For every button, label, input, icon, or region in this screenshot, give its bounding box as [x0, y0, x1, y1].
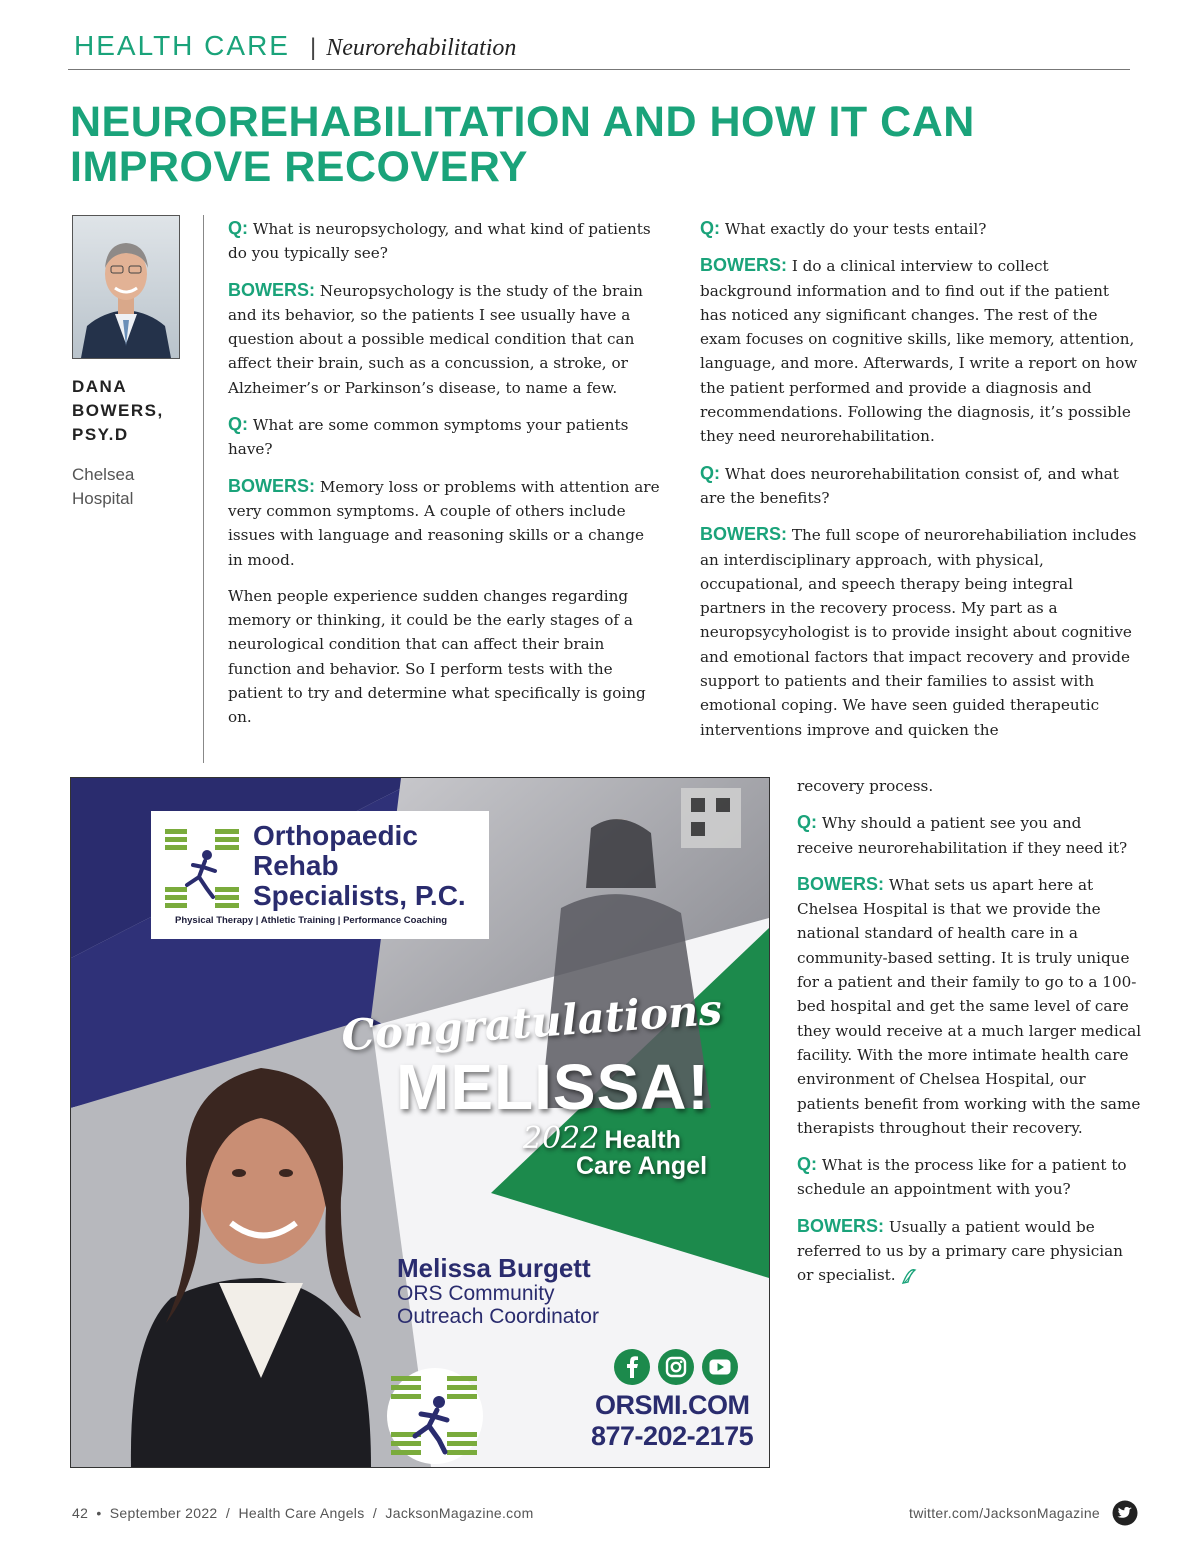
paragraph-text: What are some common symptoms your patients have? [228, 416, 629, 459]
twitter-icon[interactable] [1112, 1500, 1138, 1526]
paragraph-text: What exactly do your tests entail? [724, 220, 987, 238]
author-name: DANA BOWERS, PSY.D [72, 377, 164, 444]
youtube-icon[interactable] [701, 1348, 739, 1386]
ad-award [523, 1121, 681, 1156]
question-lead: Q: [228, 414, 248, 435]
article-title: NEUROREHABILITATION AND HOW IT CAN IMPROVE RECOVERY [70, 98, 975, 191]
paragraph [797, 872, 1142, 1140]
section-separator: | [309, 34, 317, 61]
article-column-1 [228, 216, 660, 742]
paragraph-text: When people experience sudden changes regarding memory or thinking, it could be the early stages of a neurological condition that can affect their brain function and behavior. So I perform tests with the patient to try and determine what specifically is going on. [228, 586, 646, 727]
paragraph [797, 1214, 1142, 1288]
paragraph [700, 461, 1140, 511]
answer-lead: BOWERS: [797, 873, 884, 894]
author-portrait [72, 215, 180, 359]
paragraph [228, 474, 660, 572]
paragraph [797, 810, 1142, 860]
instagram-icon[interactable] [657, 1348, 695, 1386]
advertisement [70, 777, 770, 1468]
question-lead: Q: [700, 218, 720, 238]
answer-lead: BOWERS: [228, 279, 315, 300]
page-footer-left [72, 1505, 534, 1521]
column-divider [203, 215, 204, 763]
answer-lead: BOWERS: [797, 1215, 884, 1236]
logo-tagline: Physical Therapy | Athletic Training | Performance Coaching [175, 915, 448, 926]
paragraph-text: The full scope of neurorehabiliation includes an interdisciplinary approach, with physical, occupational, and speech therapy being integral partners in the recovery process. My part as a neuropsycyhologist is to provide insight about cognitive and emotional factors that impact recovery and provide support to patients and their families to assist with emotional coping. We have seen guided therapeutic interventions improve and quicken the [700, 526, 1137, 739]
logo-line: Rehab [253, 850, 339, 881]
ad-award-line1: Health [604, 1126, 681, 1154]
question-lead: Q: [228, 218, 248, 238]
paragraph-continuation [797, 774, 1142, 798]
ad-congratulations: Congratulations [339, 984, 724, 1061]
paragraph-text: What is neuropsychology, and what kind of patients do you typically see? [228, 220, 651, 263]
article-column-2 [700, 216, 1140, 754]
answer-lead: BOWERS: [700, 524, 787, 545]
paragraph-text: Usually a patient would be referred to us by a primary care physician or specialist. [797, 1217, 1123, 1285]
paragraph [228, 584, 660, 730]
ad-person-role: Outreach Coordinator [397, 1305, 599, 1328]
footer-dot: • [96, 1505, 102, 1521]
logo-line: Specialists, P.C. [253, 880, 466, 911]
facebook-icon[interactable] [613, 1348, 651, 1386]
question-lead: Q: [797, 1154, 817, 1175]
ad-person-role: ORS Community [397, 1282, 555, 1305]
answer-lead: BOWERS: [228, 475, 315, 496]
section-subtitle: Neurorehabilitation [326, 35, 517, 61]
paragraph-text: Memory loss or problems with attention are very common symptoms. A couple of others include issues with language and reasoning skills or a change in mood. [228, 477, 660, 569]
paragraph [700, 522, 1140, 742]
article-column-3 [797, 774, 1142, 1300]
paragraph-text: What is the process like for a patient to schedule an appointment with you? [797, 1156, 1127, 1199]
page-footer-right[interactable]: twitter.com/JacksonMagazine [909, 1505, 1100, 1521]
paragraph-text: What sets us apart here at Chelsea Hospital is that we provide the national standard of health care in a community-based setting. It is truly unique for a patient and their family to go to a 100-bed hospital and get the same level of care they would receive at a much larger medical facility. With the more intimate health care environment of Chelsea Hospital, our patients benefit from working with the same therapists throughout their recovery. [797, 875, 1142, 1137]
ad-website[interactable]: ORSMI.COM [595, 1390, 750, 1420]
question-lead: Q: [700, 462, 720, 483]
section-label: HEALTH CARE [74, 30, 290, 61]
ad-award-line2: Care Angel [576, 1152, 708, 1180]
social-icons [613, 1348, 739, 1386]
paragraph [228, 278, 660, 400]
paragraph-text: recovery process. [797, 777, 934, 795]
ad-footer-logo-icon [385, 1366, 485, 1466]
paragraph [797, 1152, 1142, 1202]
paragraph-text: I do a clinical interview to collect background information and to find out if the patient has noticed any significant changes. The rest of the exam focuses on cognitive skills, like memory, attention, language, and more. Afterwards, I write a report on how the patient performed and provide a diagnosis and recommendations. Following the diagnosis, it’s possible they need neurorehabilitation. [700, 257, 1138, 446]
answer-lead: BOWERS: [700, 255, 787, 276]
paragraph [700, 216, 1140, 241]
author-organization: Chelsea Hospital [72, 465, 135, 508]
ad-person-name: Melissa Burgett [397, 1253, 591, 1283]
paragraph [228, 412, 660, 462]
logo-line: Orthopaedic [253, 820, 418, 851]
header-divider [68, 69, 1130, 70]
question-lead: Q: [797, 812, 817, 833]
paragraph-text: What does neurorehabilitation consist of, and what are the benefits? [700, 464, 1119, 507]
page-number: 42 [72, 1505, 89, 1521]
ad-name-big: MELISSA! [396, 1051, 710, 1123]
section-header [74, 30, 516, 62]
paragraph [700, 253, 1140, 448]
end-mark-icon [900, 1266, 918, 1286]
footer-text: September 2022 / Health Care Angels / JacksonMagazine.com [109, 1505, 534, 1521]
paragraph-text: Why should a patient see you and receive neurorehabilitation if they need it? [797, 814, 1128, 857]
ad-logo-box [151, 811, 489, 939]
ad-year: 2022 [523, 1121, 600, 1156]
runner-logo-icon [163, 825, 243, 915]
paragraph-text: Neuropsychology is the study of the brain and its behavior, so the patients I see usually have a question about a possible medical condition that can affect their brain, such as a concussion, a stroke, or Alzheimer’s or Parkinson’s disease, to name a few. [228, 281, 643, 397]
ad-phone[interactable]: 877-202-2175 [591, 1421, 754, 1451]
paragraph [228, 216, 660, 266]
